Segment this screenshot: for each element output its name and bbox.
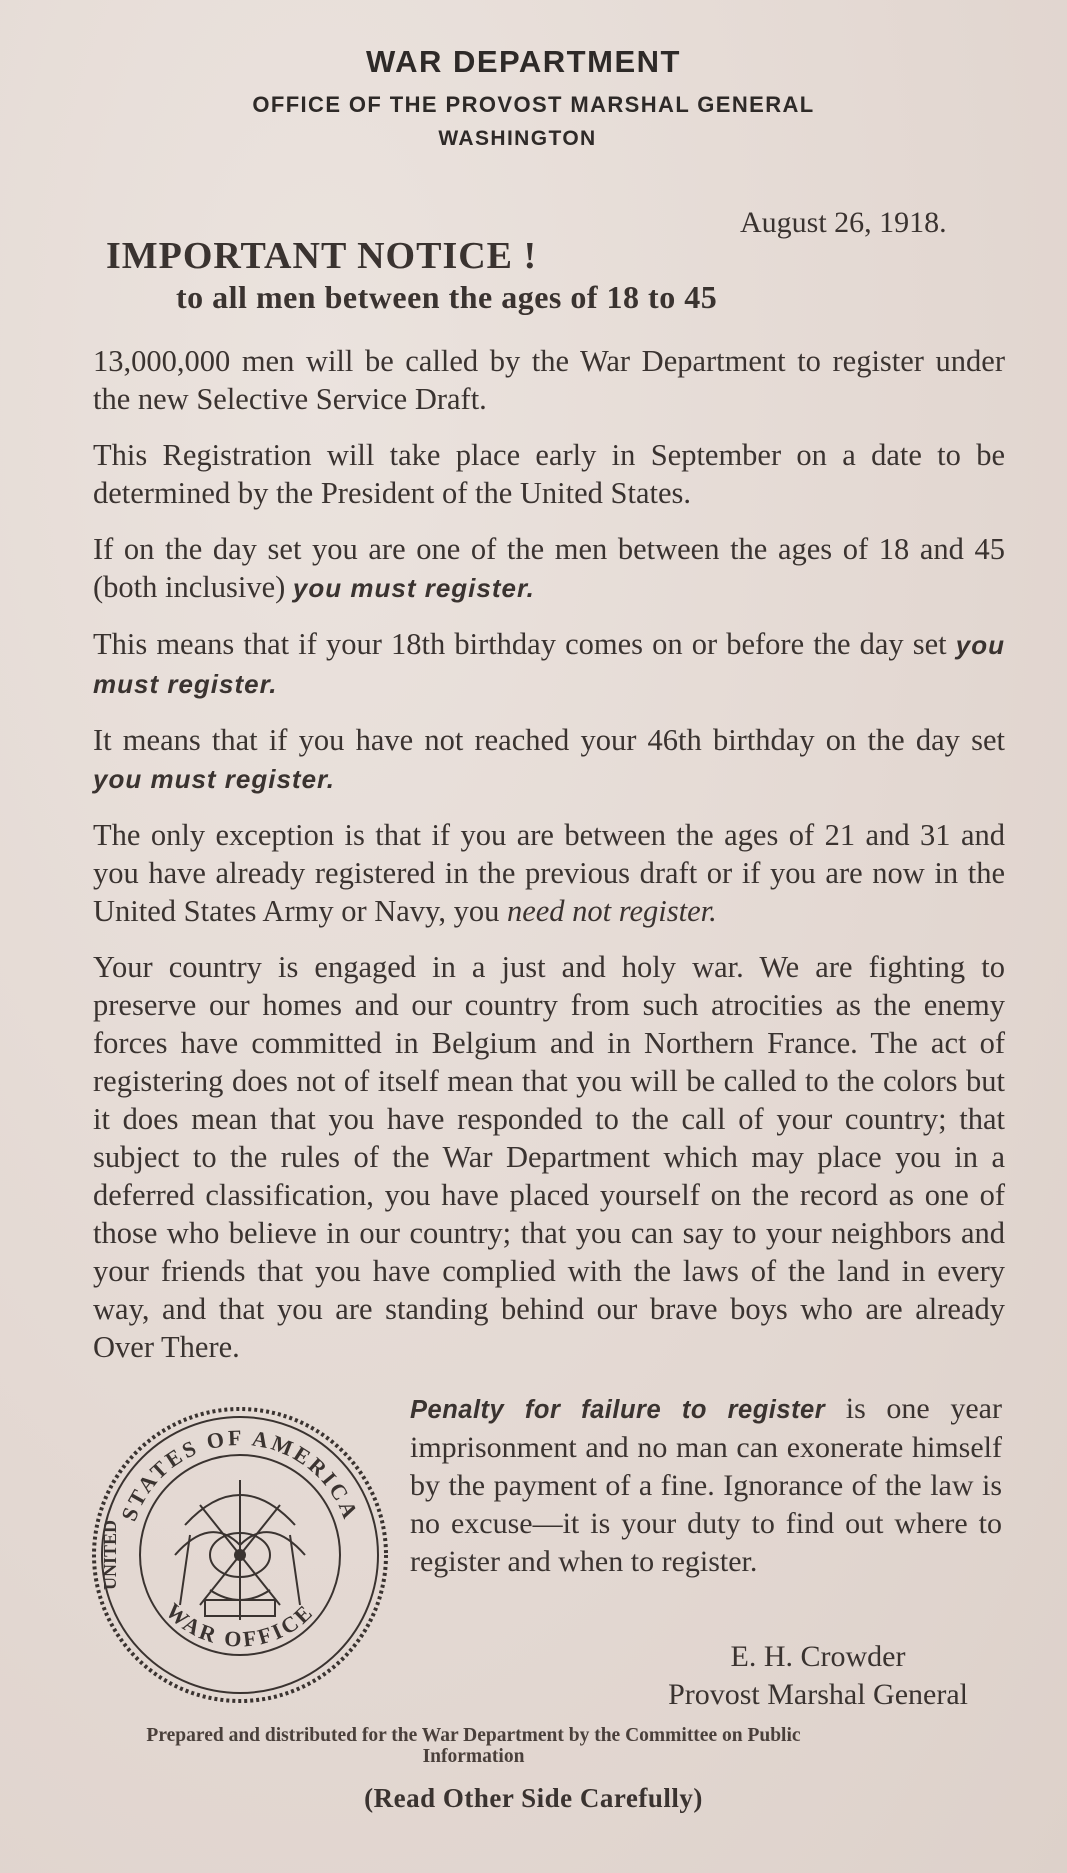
signer-title: Provost Marshal General xyxy=(668,1678,968,1711)
footer-instruction: (Read Other Side Carefully) xyxy=(364,1783,703,1813)
penalty-text: is one year imprisonment and no man can exonerate himself by the payment of a fine. Ignorance of the law is no excuse—it is your duty to find out where to register and when to register. xyxy=(410,1392,1002,1578)
notice-body xyxy=(93,342,1005,1384)
notice-subtitle: to all men between the ages of 18 to 45 xyxy=(176,279,718,315)
paragraph-age-range xyxy=(93,530,1005,607)
notice-title: IMPORTANT NOTICE ! xyxy=(106,235,538,277)
seal-left-text: UNITED xyxy=(100,1519,120,1591)
emphasis-must-register: you must register. xyxy=(93,630,1005,699)
header-office: OFFICE OF THE PROVOST MARSHAL GENERAL xyxy=(252,92,815,117)
signer-name: E. H. Crowder xyxy=(730,1640,906,1673)
emphasis-need-not-register: need not register. xyxy=(506,894,717,928)
paragraph-exception xyxy=(93,816,1005,930)
paragraph-text: The only exception is that if you are between the ages of 21 and 31 and you have already registered in the previous draft or if you are now in the United States Army or Navy, you xyxy=(93,818,1005,928)
penalty-paragraph xyxy=(410,1390,1002,1581)
seal-top-text: STATES OF AMERICA xyxy=(116,1424,365,1525)
paragraph-text: This means that if your 18th birthday comes on or before the day set xyxy=(93,627,956,661)
notice-date: August 26, 1918. xyxy=(740,206,947,239)
paragraph-18th-birthday xyxy=(93,625,1005,703)
footer-credit: Prepared and distributed for the War Department by the Committee on Public Information xyxy=(146,1725,801,1767)
signature-block xyxy=(0,1640,968,1712)
paragraph-just-war: Your country is engaged in a just and holy war. We are fighting to preserve our homes and our country from such atrocities as the enemy forces have committed in Belgium and in Northern France. The act of registering does not of itself mean that you will be called to the colors but it does mean that you have responded to the call of your country; that subject to the rules of the War Department which may place you in a deferred classification, you have placed yourself on the record as one of those who believe in our country; that you can say to your neighbors and your friends that you have complied with the laws of the land in every way, and that you are standing behind our brave boys who are already Over There. xyxy=(93,950,1005,1364)
paragraph-text: It means that if you have not reached your 46th birthday on the day set xyxy=(93,723,1005,757)
paragraph-46th-birthday xyxy=(93,721,1005,798)
emphasis-must-register: you must register. xyxy=(292,573,535,603)
header-city: WASHINGTON xyxy=(438,127,597,150)
paragraph-registration-count: 13,000,000 men will be called by the War Department to register under the new Selective Service Draft. xyxy=(93,344,1005,416)
header-department: WAR DEPARTMENT xyxy=(366,44,681,79)
paragraph-text: If on the day set you are one of the men between the ages of 18 and 45 (both inclusive) xyxy=(93,532,1005,604)
paragraph-registration-date: This Registration will take place early in September on a date to be determined by the President of the United States. xyxy=(93,438,1005,510)
emphasis-penalty: Penalty for failure to register xyxy=(410,1396,826,1424)
seal-bottom-text: WAR OFFICE xyxy=(161,1598,319,1652)
emphasis-must-register: you must register. xyxy=(93,764,335,794)
